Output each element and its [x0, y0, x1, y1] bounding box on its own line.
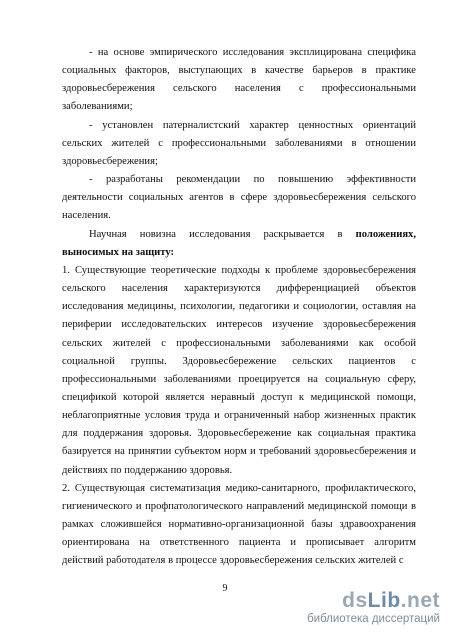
- logo-lib: Lib: [367, 589, 401, 612]
- paragraph-text: - на основе эмпирического исследования эксплицирована специфика социальных факторов, выступающих в качестве барьеров в практике здоровьесбережения сельского населения с профессиональными заболеваниями;: [62, 47, 416, 113]
- paragraph-text: Научная новизна исследования раскрывается в: [89, 228, 356, 240]
- paragraph-novelty-2: [62, 117, 416, 171]
- logo-net: .net: [400, 589, 440, 612]
- paragraph-novelty-1: [62, 44, 416, 117]
- page-number: 9: [222, 583, 228, 594]
- dslib-watermark: [307, 590, 440, 626]
- document-page: [62, 44, 416, 571]
- paragraph-text: - разработаны рекомендации по повышению эффективности деятельности социальных агентов в сфере здоровьесбережения сельского населения.: [62, 174, 416, 222]
- watermark-subtitle: библиотека диссертаций: [307, 613, 440, 625]
- paragraph-text: - установлен патерналистский характер ценностных ориентаций сельских жителей с профессиональными заболеваниями в отношении здоровьесбережения;: [62, 119, 416, 167]
- paragraph-thesis-1: [62, 262, 416, 480]
- logo-ds: ds: [342, 589, 368, 612]
- paragraph-bold-text: положениях, выносимых на защиту:: [62, 228, 416, 258]
- paragraph-novelty-3: [62, 171, 416, 225]
- paragraph-thesis-2: [62, 480, 416, 571]
- paragraph-text: 2. Существующая систематизация медико-санитарного, профилактического, гигиенического и профпатологического направлений медицинской помощи в рамках сложившейся нормативно-организационной базы здравоохранения ориентирована на ответственного пациента и прописывает алгоритм действий работодателя в процессе здоровьесбережения сельских жителей с: [62, 482, 416, 567]
- paragraph-text: 1. Существующие теоретические подходы к проблеме здоровьесбережения сельского населения характеризуются дифференциацией объектов исследования медицины, психологии, педагогики и социологии, оставляя на периферии исследовательских интересов изучение здоровьесбережения сельских жителей с профессиональными заболеваниями как особой социальной группы. Здоровьесбережение сельских пациентов с профессиональными заболеваниями проецируется на социальную сферу, спецификой которой является неравный доступ к медицинской помощи, неблагоприятные условия труда и ограниченный набор жизненных практик для поддержания здоровья. Здоровьесбережение как социальная практика базируется на принятии субъектом норм и требований здоровьесбережения и действиях по поддержанию здоровья.: [62, 264, 416, 476]
- dslib-logo: [307, 590, 440, 612]
- paragraph-defense-intro: [62, 226, 416, 262]
